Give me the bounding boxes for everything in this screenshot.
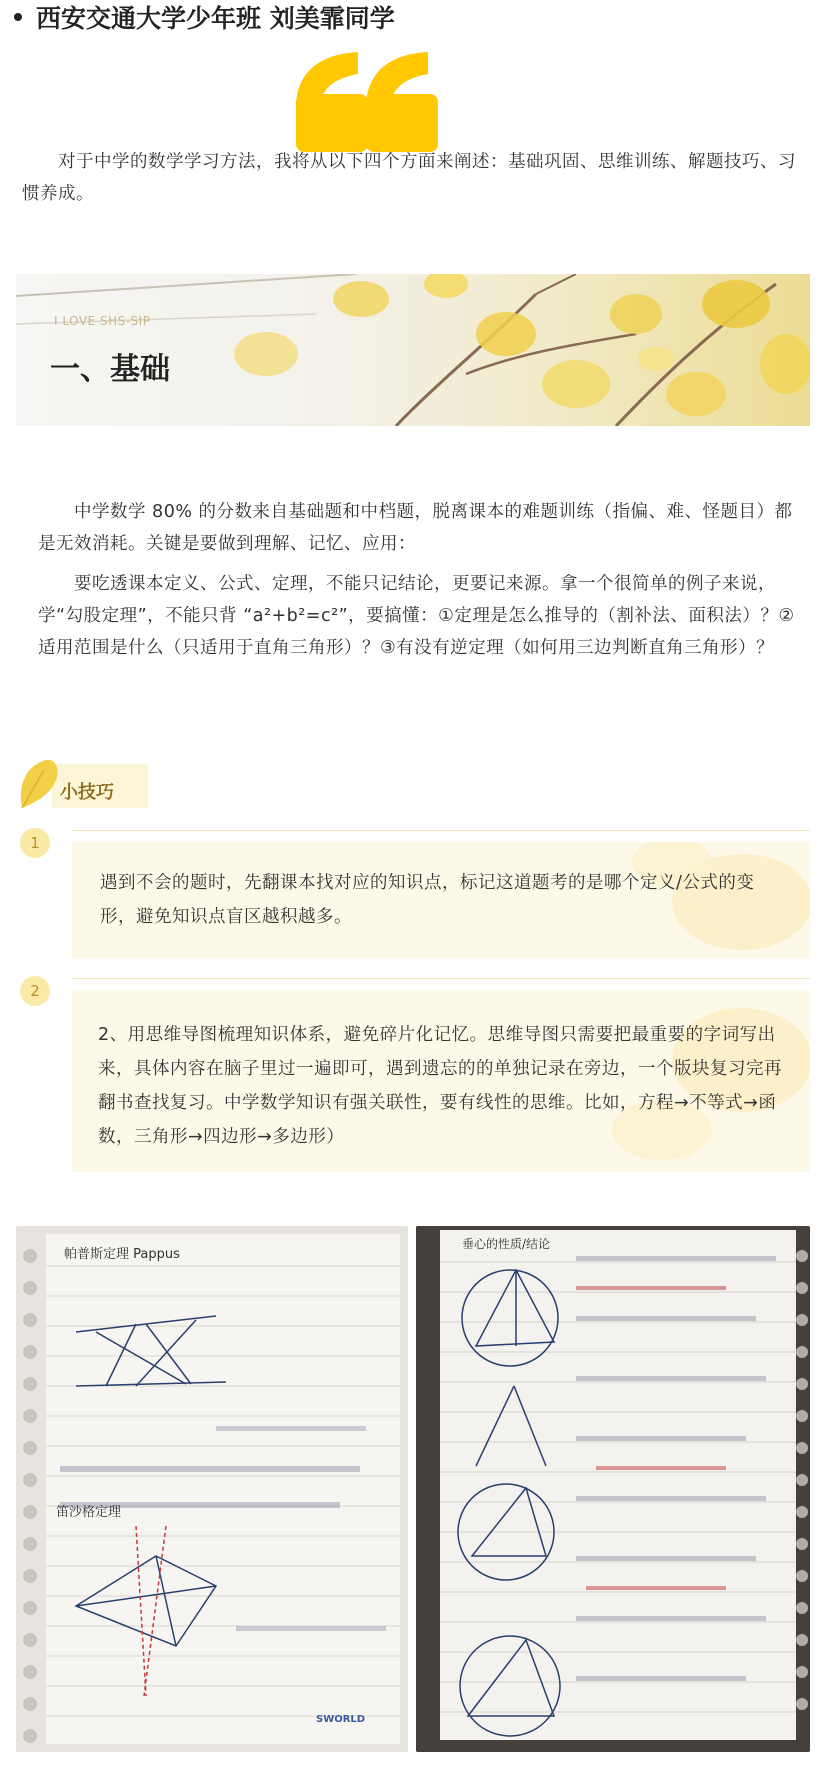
- intro-paragraph: [22, 146, 812, 210]
- tip-card: [72, 990, 810, 1172]
- banner-subtitle: I LOVE SHS-SIP: [54, 314, 151, 328]
- section-banner: [16, 274, 810, 426]
- notebook-page-illustration: [416, 1226, 810, 1752]
- section-paragraph-text: 要吃透课本定义、公式、定理，不能只记结论，更要记来源。拿一个很简单的例子来说，学“勾股定理”，不能只背 “a²+b²=c²”，要搞懂：①定理是怎么推导的（割补法、面积法）？②适用范围是什么（只适用于直角三角形）？③有没有逆定理（如何用三边判断直角三角形）？: [38, 574, 795, 658]
- notebook-photo-right: [416, 1226, 810, 1752]
- note-title: 垂心的性质/结论: [462, 1237, 551, 1251]
- quote-mark-icon: [366, 52, 438, 152]
- section-paragraph-text: 中学数学 80% 的分数来自基础题和中档题，脱离课本的难题训练（指偏、难、怪题目）都是无效消耗。关键是要做到理解、记忆、应用：: [38, 502, 793, 554]
- banner-title: 一、基础: [50, 352, 170, 387]
- intro-text: 对于中学的数学学习方法，我将从以下四个方面来阐述：基础巩固、思维训练、解题技巧、习惯养成。: [22, 152, 796, 204]
- tip-text: 遇到不会的题时，先翻课本找对应的知识点，标记这道题考的是哪个定义/公式的变形，避免知识点盲区越积越多。: [100, 873, 755, 927]
- tip-card: [72, 842, 810, 958]
- divider: [72, 978, 810, 979]
- watermark-text: SWORLD: [316, 1714, 366, 1725]
- notebook-photo-left: [16, 1226, 408, 1752]
- ginkgo-leaf-icon: [16, 756, 60, 812]
- notebook-page-illustration: [16, 1226, 408, 1752]
- note-title: 帕普斯定理 Pappus: [64, 1247, 180, 1262]
- tip-number-badge: 1: [20, 828, 50, 858]
- divider: [72, 830, 810, 831]
- section-paragraph: [38, 568, 800, 664]
- author-title: 西安交通大学少年班 刘美霏同学: [36, 4, 395, 33]
- section-paragraph: [38, 496, 800, 560]
- tips-title: 小技巧: [60, 782, 114, 803]
- note-subtitle: 笛沙格定理: [56, 1505, 122, 1520]
- quote-mark-icon: [296, 52, 368, 152]
- tip-number-badge: 2: [20, 976, 50, 1006]
- author-header: [14, 0, 814, 34]
- bullet-dot: [14, 13, 22, 21]
- tip-text: 2、用思维导图梳理知识体系，避免碎片化记忆。思维导图只需要把最重要的字词写出来，具体内容在脑子里过一遍即可，遇到遗忘的的单独记录在旁边，一个版块复习完再翻书查找复习。中学数学知识有强关联性，要有线性的思维。比如，方程→不等式→函数，三角形→四边形→多边形）: [98, 1025, 782, 1147]
